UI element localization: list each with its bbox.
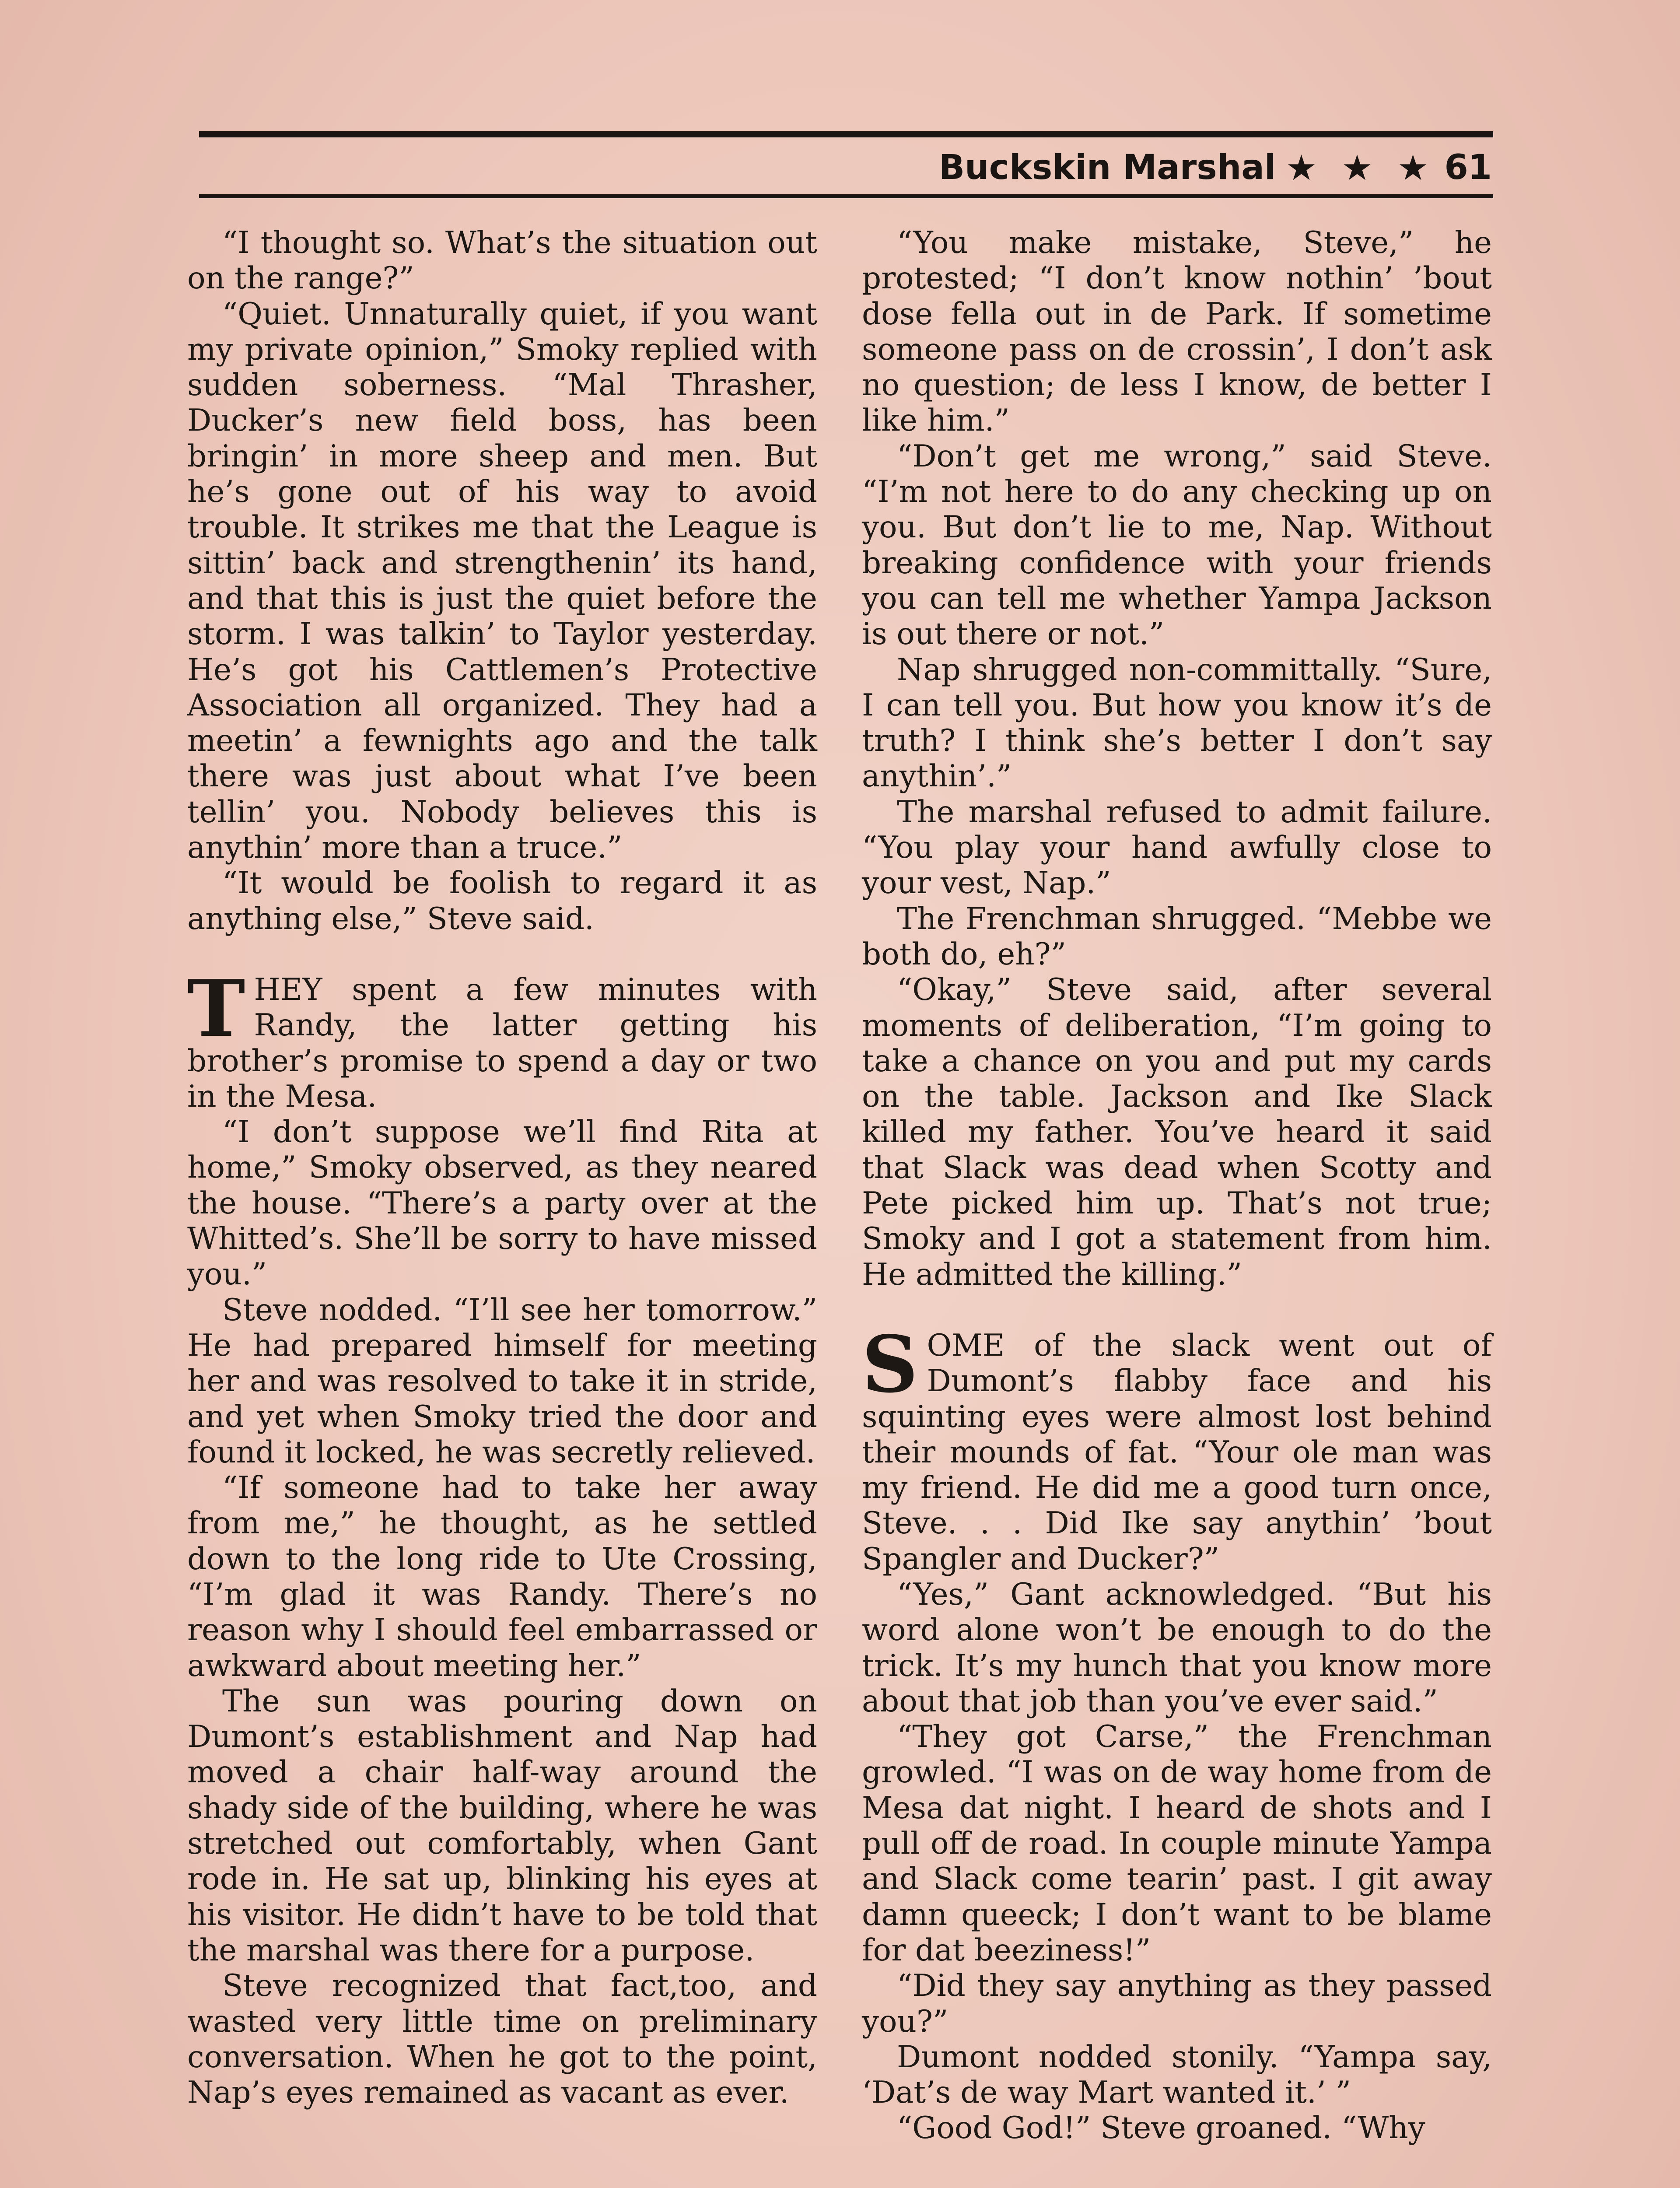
paragraph: “Okay,” Steve said, after several moments of deliberation, “I’m going to take a chance on you and put my cards on the table. Jackson and Ike Slack killed my father. You’ve heard it said that Slack was dead when Scotty and Pete picked him up. That’s not true; Smoky and I got a statement from him. He admitted the killing.” xyxy=(862,972,1492,1292)
small-caps-lead: OME xyxy=(927,1328,1005,1363)
paragraph: “Yes,” Gant acknowledged. “But his word alone won’t be enough to do the trick. It’s my hunch that you know more about that job than you’ve ever said.” xyxy=(862,1577,1492,1719)
header-stars: ★ ★ ★ xyxy=(1285,147,1435,188)
paragraph: The sun was pouring down on Dumont’s establishment and Nap had moved a chair half-way around the shady side of the building, where he was stretched out comfortably, when Gant rode in. He sat up, blinking his eyes at his visitor. He didn’t have to be told that the marshal was there for a purpose. xyxy=(187,1683,817,1968)
paragraph: “I thought so. What’s the situation out on the range?” xyxy=(187,225,817,296)
header-rule-bottom xyxy=(199,194,1493,198)
header-rule-top xyxy=(199,131,1493,137)
paragraph: Steve nodded. “I’ll see her tomorrow.” He had prepared himself for meeting her and was resolved to take it in stride, and yet when Smoky tried the door and found it locked, he was secretly relieved. xyxy=(187,1292,817,1470)
running-header xyxy=(939,144,1492,192)
paragraph: Nap shrugged non-committally. “Sure, I can tell you. But how you know it’s de truth? I think she’s better I don’t say anythin’.” xyxy=(862,652,1492,794)
paragraph: Dumont nodded stonily. “Yampa say, ‘Dat’s de way Mart wanted it.’ ” xyxy=(862,2039,1492,2111)
paragraph: “Good God!” Steve groaned. “Why xyxy=(897,2111,1425,2146)
section-opening-paragraph xyxy=(862,1318,1492,1577)
paragraph: “I don’t suppose we’ll find Rita at home,” Smoky observed, as they neared the house. “There’s a party over at the Whitted’s. She’ll be sorry to have missed you.” xyxy=(187,1115,817,1292)
paragraph: “If someone had to take her away from me,” he thought, as he settled down to the long ride to Ute Crossing, “I’m glad it was Randy. There’s no reason why I should feel embarrassed or awkward about meeting her.” xyxy=(187,1470,817,1683)
paragraph: The marshal refused to admit failure. “You play your hand awfully close to your vest, Nap.” xyxy=(862,794,1492,901)
paragraph: “They got Carse,” the Frenchman growled. “I was on de way home from de Mesa dat night. I heard de shots and I pull off de road. In couple minute Yampa and Slack come tearin’ past. I git away damn queeck; I don’t want to be blame for dat beeziness!” xyxy=(862,1719,1492,1968)
page-number: 61 xyxy=(1444,148,1492,187)
section-opening-paragraph xyxy=(187,962,817,1115)
paragraph: “Quiet. Unnaturally quiet, if you want my private opinion,” Smoky replied with sudden soberness. “Mal Thrasher, Ducker’s new field boss, has been bringin’ in more sheep and men. But he’s gone out of his way to avoid trouble. It strikes me that the League is sittin’ back and strengthenin’ its hand, and that this is just the quiet before the storm. I was talkin’ to Taylor yesterday. He’s got his Cattlemen’s Protective Association all organized. They had a meetin’ a fewnights ago and the talk there was just about what I’ve been tellin’ you. Nobody believes this is anythin’ more than a truce.” xyxy=(187,296,817,866)
paragraph-text: spent a few minutes with Randy, the latter getting his brother’s promise to spend a day or two in the Mesa. xyxy=(187,972,817,1114)
right-column xyxy=(862,225,1492,2146)
paragraph: “Did they say anything as they passed you?” xyxy=(862,1968,1492,2039)
left-column xyxy=(187,225,817,2111)
paragraph-text: of the slack went out of Dumont’s flabby face and his squinting eyes were almost lost behind their mounds of fat. “Your ole man was my friend. He did me a good turn once, Steve. . . Did Ike say anythin’ ’bout Spangler and Ducker?” xyxy=(862,1328,1492,1577)
paragraph: “You make mistake, Steve,” he protested; “I don’t know nothin’ ’bout dose fella out in de Park. If sometime someone pass on de crossin’, I don’t ask no question; de less I know, de better I like him.” xyxy=(862,225,1492,438)
drop-cap: T xyxy=(187,962,245,1054)
small-caps-lead: HEY xyxy=(254,972,322,1007)
header-title: Buckskin Marshal xyxy=(938,148,1276,187)
paragraph: The Frenchman shrugged. “Mebbe we both do, eh?” xyxy=(862,901,1492,972)
drop-cap: S xyxy=(862,1318,918,1410)
paragraph: “It would be foolish to regard it as anything else,” Steve said. xyxy=(187,866,817,936)
paragraph: “Don’t get me wrong,” said Steve. “I’m not here to do any checking up on you. But don’t lie to me, Nap. Without breaking confidence with your friends you can tell me whether Yampa Jackson is out there or not.” xyxy=(862,438,1492,652)
paragraph: Steve recognized that fact,too, and wasted very little time on preliminary conversation. When he got to the point, Nap’s eyes remained as vacant as ever. xyxy=(187,1968,817,2111)
